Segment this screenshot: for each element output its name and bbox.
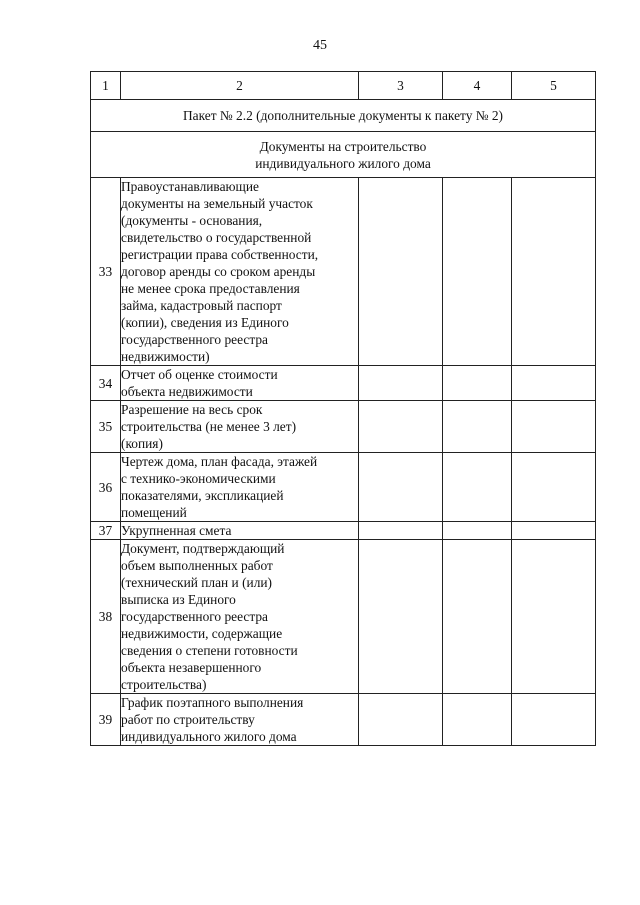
description-line: документы на земельный участок <box>121 196 313 211</box>
col-5-cell <box>512 366 596 401</box>
section-title-line-1: Документы на строительство <box>259 138 427 154</box>
description-line: работ по строительству <box>121 712 255 727</box>
column-number-5: 5 <box>512 72 596 100</box>
row-number: 39 <box>91 694 121 746</box>
col-5-cell <box>512 453 596 522</box>
description-line: Документ, подтверждающий <box>121 541 285 556</box>
row-number: 37 <box>91 522 121 540</box>
description-line: не менее срока предоставления <box>121 281 300 296</box>
table-row <box>91 453 596 522</box>
col-4-cell <box>443 694 512 746</box>
description-line: сведения о степени готовности <box>121 643 298 658</box>
description-line: государственного реестра <box>121 332 268 347</box>
col-4-cell <box>443 401 512 453</box>
col-3-cell <box>359 694 443 746</box>
package-title: Пакет № 2.2 (дополнительные документы к пакету № 2) <box>91 100 596 132</box>
description-line: Правоустанавливающие <box>121 179 259 194</box>
col-3-cell <box>359 366 443 401</box>
col-4-cell <box>443 522 512 540</box>
col-4-cell <box>443 540 512 694</box>
table-row <box>91 522 596 540</box>
table-row <box>91 178 596 366</box>
row-number: 33 <box>91 178 121 366</box>
row-description <box>121 694 359 746</box>
col-5-cell <box>512 522 596 540</box>
row-description <box>121 522 359 540</box>
description-line: показателями, экспликацией <box>121 488 284 503</box>
description-line: объекта недвижимости <box>121 384 253 399</box>
col-5-cell <box>512 178 596 366</box>
description-line: Укрупненная смета <box>121 523 232 538</box>
row-number: 38 <box>91 540 121 694</box>
description-line: недвижимости, содержащие <box>121 626 283 641</box>
package-title-row <box>91 100 596 132</box>
description-line: индивидуального жилого дома <box>121 729 297 744</box>
description-line: регистрации права собственности, <box>121 247 319 262</box>
column-number-4: 4 <box>443 72 512 100</box>
table-row <box>91 694 596 746</box>
description-line: Разрешение на весь срок <box>121 402 263 417</box>
description-line: строительства (не менее 3 лет) <box>121 419 297 434</box>
description-line: с технико-экономическими <box>121 471 276 486</box>
section-title-line-2: индивидуального жилого дома <box>255 155 431 171</box>
description-line: строительства) <box>121 677 207 692</box>
description-line: свидетельство о государственной <box>121 230 312 245</box>
col-3-cell <box>359 453 443 522</box>
table-row <box>91 401 596 453</box>
description-line: выписка из Единого <box>121 592 236 607</box>
description-line: Отчет об оценке стоимости <box>121 367 278 382</box>
col-3-cell <box>359 522 443 540</box>
table-row <box>91 366 596 401</box>
documents-table <box>90 71 596 746</box>
col-5-cell <box>512 401 596 453</box>
col-5-cell <box>512 540 596 694</box>
description-line: объем выполненных работ <box>121 558 273 573</box>
column-number-row <box>91 72 596 100</box>
col-5-cell <box>512 694 596 746</box>
description-line: займа, кадастровый паспорт <box>121 298 282 313</box>
description-line: объекта незавершенного <box>121 660 262 675</box>
row-description <box>121 366 359 401</box>
section-title-row <box>91 132 596 178</box>
description-line: государственного реестра <box>121 609 268 624</box>
page-number: 45 <box>313 38 327 53</box>
description-line: (копии), сведения из Единого <box>121 315 289 330</box>
description-line: договор аренды со сроком аренды <box>121 264 316 279</box>
table-body <box>91 72 596 746</box>
row-description <box>121 540 359 694</box>
col-3-cell <box>359 540 443 694</box>
col-4-cell <box>443 178 512 366</box>
column-number-3: 3 <box>359 72 443 100</box>
description-line: помещений <box>121 505 187 520</box>
row-number: 34 <box>91 366 121 401</box>
col-4-cell <box>443 453 512 522</box>
description-line: недвижимости) <box>121 349 210 364</box>
row-number: 36 <box>91 453 121 522</box>
description-line: (документы - основания, <box>121 213 263 228</box>
description-line: График поэтапного выполнения <box>121 695 304 710</box>
column-number-2: 2 <box>121 72 359 100</box>
row-number: 35 <box>91 401 121 453</box>
col-4-cell <box>443 366 512 401</box>
table-row <box>91 540 596 694</box>
row-description <box>121 178 359 366</box>
description-line: (копия) <box>121 436 163 451</box>
section-title <box>91 132 596 178</box>
col-3-cell <box>359 401 443 453</box>
column-number-1: 1 <box>91 72 121 100</box>
row-description <box>121 453 359 522</box>
row-description <box>121 401 359 453</box>
col-3-cell <box>359 178 443 366</box>
description-line: Чертеж дома, план фасада, этажей <box>121 454 318 469</box>
description-line: (технический план и (или) <box>121 575 272 590</box>
